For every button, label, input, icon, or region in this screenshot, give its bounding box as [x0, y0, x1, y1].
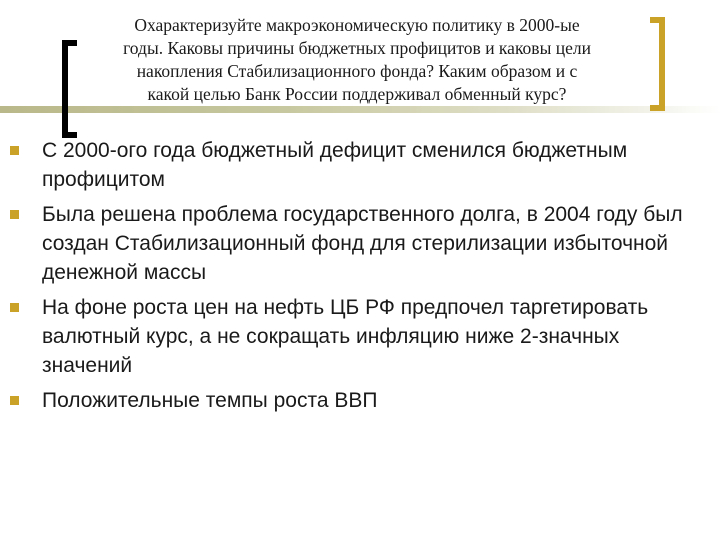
- bullet-text: [42, 386, 720, 415]
- bullet-line: профицитом: [42, 168, 165, 191]
- slide-title: [92, 14, 622, 106]
- left-bracket-decoration: [62, 40, 77, 138]
- bullet-item: [0, 293, 720, 380]
- square-bullet-icon: [10, 210, 19, 219]
- title-line: Охарактеризуйте макроэкономическую политику в 2000-ые: [134, 15, 580, 35]
- bullet-line: С 2000-ого года бюджетный дефицит сменился бюджетным: [42, 139, 628, 162]
- bullet-text: [42, 200, 720, 287]
- bullet-text: [42, 136, 720, 194]
- title-line: какой целью Банк России поддерживал обменный курс?: [147, 84, 567, 104]
- bullet-line: денежной массы: [42, 261, 207, 284]
- bullet-line: Положительные темпы роста ВВП: [42, 389, 378, 412]
- bullet-line: валютный курс, а не сокращать инфляцию ниже 2-значных: [42, 325, 620, 348]
- bullet-line: создан Стабилизационный фонд для стерилизации избыточной: [42, 232, 669, 255]
- square-bullet-icon: [10, 146, 19, 155]
- right-bracket-decoration: [650, 17, 665, 111]
- bullet-list: [0, 136, 720, 421]
- bullet-item: [0, 136, 720, 194]
- bullet-line: значений: [42, 354, 133, 377]
- bullet-item: [0, 200, 720, 287]
- square-bullet-icon: [10, 303, 19, 312]
- bullet-line: На фоне роста цен на нефть ЦБ РФ предпочел таргетировать: [42, 296, 649, 319]
- title-divider: [0, 106, 720, 113]
- title-line: годы. Каковы причины бюджетных профицитов и каковы цели: [123, 38, 591, 58]
- title-line: накопления Стабилизационного фонда? Каким образом и с: [136, 61, 578, 81]
- bullet-line: Была решена проблема государственного долга, в 2004 году был: [42, 203, 683, 226]
- square-bullet-icon: [10, 396, 19, 405]
- bullet-item: [0, 386, 720, 415]
- bullet-text: [42, 293, 720, 380]
